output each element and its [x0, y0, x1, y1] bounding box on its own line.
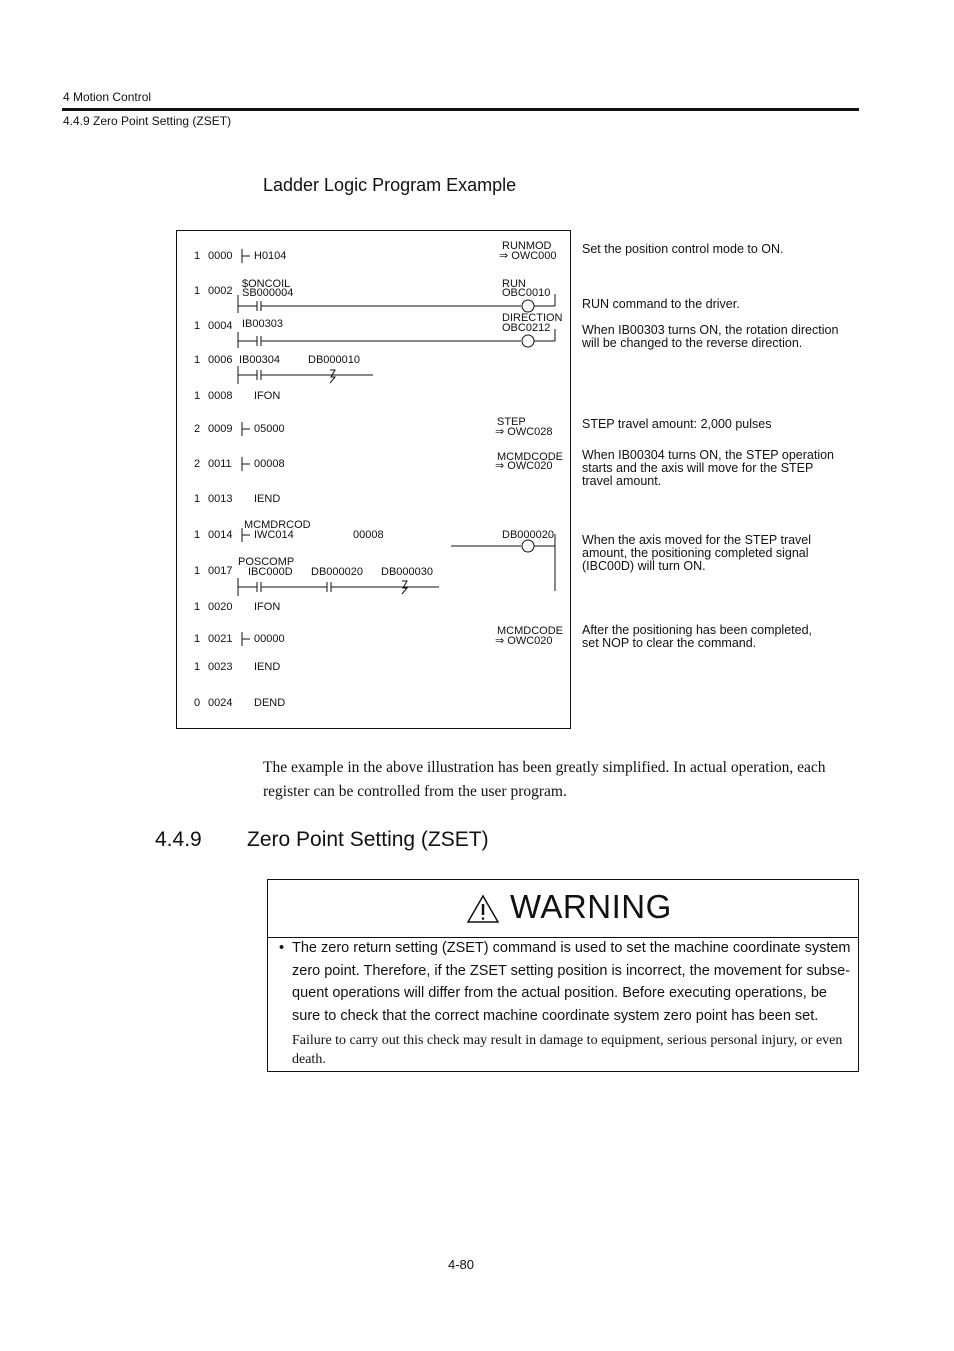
output-name: STEP	[497, 416, 526, 428]
operand: $ONCOIL	[242, 278, 291, 290]
row-n: 1	[194, 285, 201, 297]
note: When the axis moved for the STEP travel amount, the positioning completed signal (IBC00D) will turn ON.	[582, 533, 812, 573]
output-name: DIRECTION	[502, 312, 563, 324]
output-name: MCMDCODE	[497, 625, 563, 637]
warning-text: The zero return setting (ZSET) command is used to set the machine coordinate system zero point. Therefore, if the ZSET setting position is incorrect, the movement for subse-quent operations will differ from the actual position. Before executing operations, be sure to check that the correct machine coordinate system zero point has been set.	[292, 940, 851, 1024]
section-number: 4.4.9	[155, 828, 202, 851]
operand: MCMDRCOD	[244, 519, 311, 531]
row-step: 0020	[208, 601, 233, 613]
operand: IEND	[254, 661, 281, 673]
operand: H0104	[254, 250, 287, 262]
row-step: 0017	[208, 565, 233, 577]
page-number: 4-80	[448, 1257, 475, 1272]
note: Set the position control mode to ON.	[582, 242, 784, 256]
row-step: 0008	[208, 390, 233, 402]
note: STEP travel amount: 2,000 pulses	[582, 417, 772, 431]
output-reg: ⇒ OWC000	[499, 250, 557, 262]
section-title: Zero Point Setting (ZSET)	[247, 828, 489, 851]
ladder-heading: Ladder Logic Program Example	[263, 175, 517, 195]
operand: 00008	[353, 529, 384, 541]
row-n: 2	[194, 423, 201, 435]
row-n: 1	[194, 661, 201, 673]
output-name: RUN	[502, 278, 526, 290]
operand: IB00303	[242, 318, 283, 330]
row-step: 0002	[208, 285, 233, 297]
output-reg: ⇒ OWC020	[495, 635, 553, 647]
output-reg: ⇒ OWC028	[495, 426, 553, 438]
warning-consequence: Failure to carry out this check may result in damage to equipment, serious personal injury, or even death.	[292, 1033, 843, 1067]
warning-header	[268, 880, 858, 938]
row-n: 1	[194, 493, 201, 505]
row-n: 1	[194, 529, 201, 541]
note: When IB00304 turns ON, the STEP operation starts and the axis will move for the STEP travel amount.	[582, 448, 834, 488]
bullet: •	[279, 940, 285, 956]
chapter-header: 4 Motion Control	[63, 90, 152, 104]
row-n: 0	[194, 697, 201, 709]
output-name: RUNMOD	[502, 240, 552, 252]
header-rule	[62, 108, 859, 111]
row-step: 0013	[208, 493, 233, 505]
row-step: 0000	[208, 250, 233, 262]
row-n: 1	[194, 354, 201, 366]
output-reg: OBC0010	[502, 287, 551, 299]
operand: POSCOMP	[238, 556, 295, 568]
warning-box	[267, 879, 859, 1072]
operand: IB00304	[239, 354, 280, 366]
operand: IEND	[254, 493, 281, 505]
operand: IWC014	[254, 529, 294, 541]
note: When IB00303 turns ON, the rotation direction will be changed to the reverse direction.	[582, 323, 839, 350]
row-step: 0024	[208, 697, 233, 709]
operand: 00000	[254, 633, 285, 645]
output-name: DB000020	[502, 529, 554, 541]
body-paragraph: The example in the above illustration has been greatly simplified. In actual operation, each register can be controlled from the user program.	[263, 759, 826, 800]
row-step: 0021	[208, 633, 233, 645]
row-n: 1	[194, 565, 201, 577]
operand: IBC000D	[248, 566, 293, 578]
row-step: 0014	[208, 529, 233, 541]
row-step: 0009	[208, 423, 233, 435]
operand: DEND	[254, 697, 286, 709]
row-step: 0011	[208, 458, 232, 470]
section-header: 4.4.9 Zero Point Setting (ZSET)	[63, 114, 232, 128]
output-name: MCMDCODE	[497, 451, 563, 463]
row-step: 0023	[208, 661, 233, 673]
warning-title: WARNING	[510, 888, 672, 925]
row-n: 1	[194, 250, 201, 262]
note: After the positioning has been completed, set NOP to clear the command.	[582, 623, 813, 650]
row-n: 2	[194, 458, 201, 470]
row-n: 1	[194, 601, 201, 613]
output-reg: ⇒ OWC020	[495, 460, 553, 472]
warning-triangle-icon	[466, 894, 500, 924]
row-n: 1	[194, 633, 201, 645]
row-step: 0004	[208, 320, 233, 332]
row-n: 1	[194, 390, 201, 402]
operand: 05000	[254, 423, 285, 435]
operand: SB000004	[242, 287, 294, 299]
ladder-diagram	[176, 230, 571, 729]
output-reg: OBC0212	[502, 322, 551, 334]
row-n: 1	[194, 320, 201, 332]
operand: IFON	[254, 390, 281, 402]
note: RUN command to the driver.	[582, 297, 740, 311]
row-step: 0006	[208, 354, 233, 366]
operand: 00008	[254, 458, 285, 470]
operand: DB000030	[381, 566, 433, 578]
operand: DB000020	[311, 566, 363, 578]
operand: DB000010	[308, 354, 360, 366]
ladder-rungs	[177, 231, 570, 728]
operand: IFON	[254, 601, 281, 613]
